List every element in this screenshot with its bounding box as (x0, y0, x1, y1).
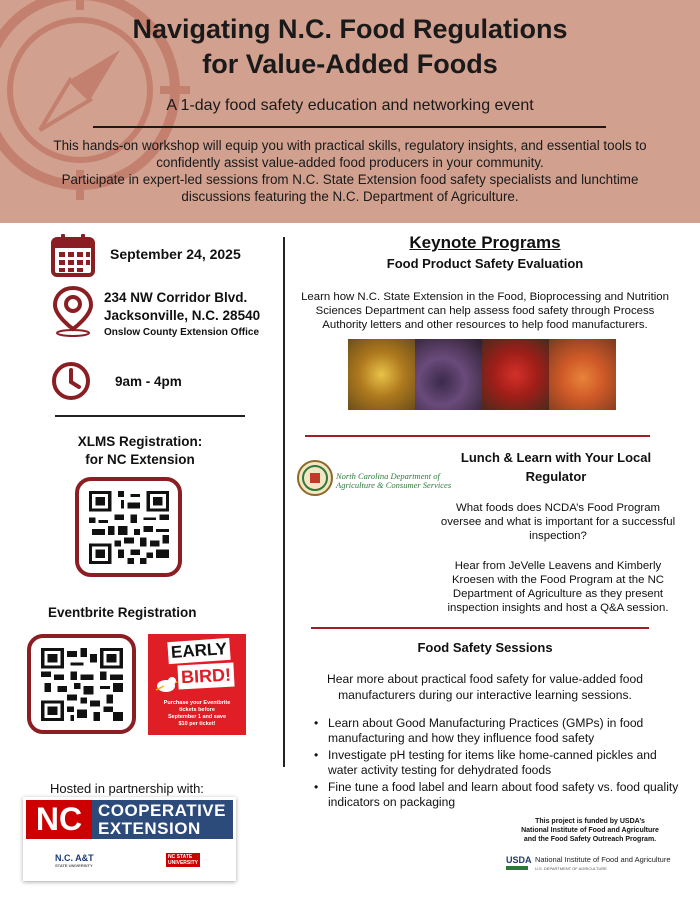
eventbrite-qr-code[interactable] (27, 634, 136, 734)
page-title (0, 12, 700, 82)
intro-line: This hands-on workshop will equip you with practical skills, regulatory insights, and essential tools to (53, 138, 647, 153)
partnership-label: Hosted in partnership with: (50, 781, 204, 796)
subtitle: A 1-day food safety education and networking event (166, 97, 534, 114)
regulator-line: Hear from JeVelle Leavens and Kimberly (454, 560, 662, 572)
section-divider (311, 627, 649, 629)
ncda-line-1: North Carolina Department of (336, 471, 440, 481)
list-item: • Fine tune a food label and learn about food safety vs. food quality indicators on packaging (312, 780, 682, 810)
ncat-logo (55, 853, 94, 868)
clock-icon (51, 361, 91, 401)
ncat-name: N.C. A&T (55, 853, 94, 863)
product-safety-title: Food Product Safety Evaluation (386, 256, 584, 271)
intro-line: discussions featuring the N.C. Department of Agriculture. (181, 189, 519, 204)
nifa-name: National Institute of Food and Agriculture (535, 855, 671, 864)
xlms-line-2: for NC Extension (85, 452, 195, 467)
title-divider (93, 126, 606, 128)
xlms-qr-code[interactable] (75, 477, 182, 577)
event-address (104, 289, 260, 341)
early-word: EARLY (167, 638, 230, 664)
question-line: inspection? (529, 530, 587, 542)
usda-bar (506, 866, 528, 870)
product-safety-text (285, 290, 685, 332)
sessions-list (312, 716, 682, 812)
extension-word: EXTENSION (98, 819, 201, 838)
ncstate-logo (166, 853, 200, 867)
calendar-icon (51, 233, 95, 277)
lunch-learn-title (436, 448, 676, 486)
question-line: What foods does NCDA’s Food Program (455, 502, 661, 514)
ncda-question (428, 501, 688, 543)
xlms-line-1: XLMS Registration: (77, 434, 203, 449)
ncda-line-2: Agriculture & Consumer Services (336, 480, 452, 490)
funding-line: This project is funded by USDA’s (535, 818, 645, 825)
photo-berries (415, 339, 482, 410)
lunch-title-line: Regulator (525, 469, 587, 484)
cooperative-extension-wordmark (92, 800, 233, 839)
left-divider (55, 415, 245, 417)
bird-icon (154, 674, 178, 694)
ncstate-line-2: UNIVERSITY (168, 860, 199, 866)
photo-peppers (482, 339, 549, 410)
regulator-line: Kroesen with the Food Program at the NC (451, 574, 665, 586)
early-bird-line: September 1 and save (167, 714, 227, 720)
map-pin-icon (50, 285, 96, 337)
eventbrite-registration-label: Eventbrite Registration (48, 605, 197, 620)
event-time: 9am - 4pm (115, 374, 182, 389)
regulator-line: inspection insights and host a Q&A session. (447, 602, 669, 614)
food-safety-sessions-title: Food Safety Sessions (417, 640, 553, 655)
early-bird-badge (148, 634, 246, 735)
early-bird-line: $10 per ticket! (178, 721, 216, 727)
section-divider (305, 435, 650, 437)
ncda-name (336, 472, 451, 490)
title-line-2: for Value-Added Foods (202, 49, 498, 79)
regulator-line: Department of Agriculture as they present (452, 588, 664, 600)
product-line: Learn how N.C. State Extension in the Food, Bioprocessing and Nutrition (301, 291, 669, 303)
early-bird-details (151, 700, 243, 728)
sessions-intro-line: Hear more about practical food safety for value-added food (327, 672, 643, 686)
product-line: Sciences Department can help assess food safety through Process (315, 305, 655, 317)
ncda-seal-icon (296, 459, 334, 497)
lunch-title-line: Lunch & Learn with Your Local (460, 450, 652, 465)
nc-cooperative-extension-logo (23, 797, 236, 881)
intro-text (10, 137, 690, 205)
cooperative-word: COOPERATIVE (98, 801, 226, 820)
venue-name: Onslow County Extension Office (104, 327, 260, 338)
funding-line: National Institute of Food and Agriculture (521, 827, 659, 834)
event-date: September 24, 2025 (110, 246, 241, 262)
ncstate-line-1: NC STATE (168, 854, 193, 860)
ncat-sub: STATE UNIVERSITY (55, 863, 93, 868)
address-line-2: Jacksonville, N.C. 28540 (104, 308, 261, 323)
sessions-intro (285, 671, 685, 703)
sessions-intro-line: manufacturers during our interactive learning sessions. (338, 688, 632, 702)
usda-nifa-logo (506, 853, 686, 877)
early-bird-line: tickets before (179, 707, 215, 713)
question-line: oversee and what is important for a successful (440, 516, 676, 528)
photo-jars (348, 339, 415, 410)
funding-statement (505, 817, 675, 844)
intro-line: confidently assist value-added food producers in your community. (156, 155, 544, 170)
product-line: Authority letters and other resources to help food manufacturers. (322, 319, 648, 331)
early-bird-line: Purchase your Eventbrite (163, 700, 231, 706)
address-line-1: 234 NW Corridor Blvd. (104, 290, 248, 305)
xlms-registration-label (40, 433, 240, 469)
usda-department: U.S. DEPARTMENT OF AGRICULTURE (535, 866, 607, 871)
funding-line: and the Food Safety Outreach Program. (523, 836, 657, 843)
bird-word: BIRD! (177, 663, 234, 690)
regulator-description (428, 559, 688, 615)
nc-mark: NC (26, 800, 92, 839)
food-products-photo (348, 339, 616, 410)
list-item: • Learn about Good Manufacturing Practices (GMPs) in food manufacturing and how they influence food safety (312, 716, 682, 746)
intro-line: Participate in expert-led sessions from N.C. State Extension food safety specialists and lunchtime (61, 172, 639, 187)
list-item: • Investigate pH testing for items like home-canned pickles and water activity testing for dehydrated foods (312, 748, 682, 778)
header-banner (0, 0, 700, 223)
title-line-1: Navigating N.C. Food Regulations (132, 14, 568, 44)
keynote-heading: Keynote Programs (409, 233, 561, 252)
usda-mark: USDA (506, 855, 532, 865)
photo-sauce (549, 339, 616, 410)
